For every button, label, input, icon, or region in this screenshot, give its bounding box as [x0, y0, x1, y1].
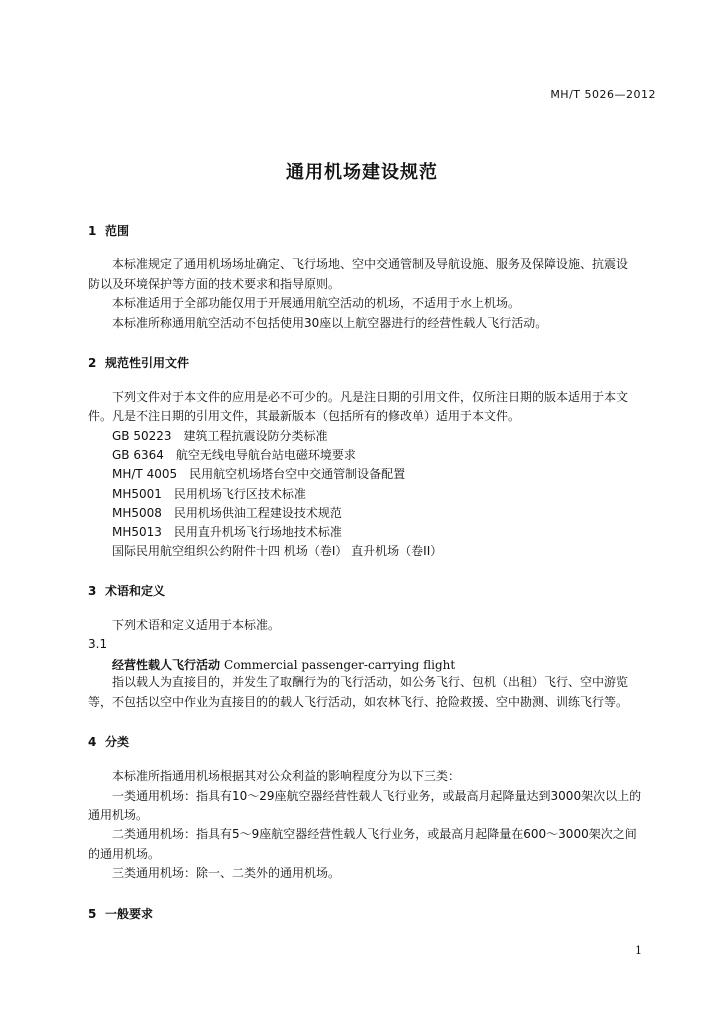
page-title: 通用机场建设规范	[286, 162, 438, 183]
section-title: 分类	[105, 735, 130, 749]
section-heading-3	[88, 582, 165, 599]
paragraph-line: 本标准所指通用机场根据其对公众利益的影响程度分为以下三类：	[112, 769, 461, 783]
section-number: 3	[88, 584, 97, 598]
section-number: 1	[88, 224, 97, 238]
paragraph-line: 通用机场。	[88, 808, 149, 822]
section-title: 术语和定义	[105, 584, 166, 598]
reference-item: MH5008 民用机场供油工程建设技术规范	[112, 506, 342, 520]
section-number: 4	[88, 735, 97, 749]
paragraph-line: 本标准所称通用航空活动不包括使用30座以上航空器进行的经营性载人飞行活动。	[112, 316, 548, 330]
section-heading-1	[88, 222, 129, 239]
paragraph-line: 下列术语和定义适用于本标准。	[112, 618, 281, 632]
term-entry	[112, 656, 455, 673]
section-heading-4	[88, 733, 129, 750]
paragraph-line: 等，不包括以空中作业为直接目的的载人飞行活动，如农林飞行、抢险救援、空中勘测、训练飞行等。	[88, 695, 629, 709]
paragraph-line: 本标准规定了通用机场场址确定、飞行场地、空中交通管制及导航设施、服务及保障设施、抗震设	[112, 257, 629, 271]
section-heading-2	[88, 354, 189, 371]
paragraph-line: 防以及环境保护等方面的技术要求和指导原则。	[88, 277, 341, 291]
reference-item: MH5001 民用机场飞行区技术标准	[112, 487, 306, 501]
paragraph-line: 的通用机场。	[88, 847, 161, 861]
reference-item: GB 6364 航空无线电导航台站电磁环境要求	[112, 448, 356, 462]
clause-number: 3.1	[88, 637, 108, 651]
section-heading-5	[88, 905, 153, 922]
reference-item: 国际民用航空组织公约附件十四 机场（卷I） 直升机场（卷II）	[112, 544, 443, 558]
section-title: 一般要求	[105, 907, 154, 921]
paragraph-line: 一类通用机场：指具有10～29座航空器经营性载人飞行业务，或最高月起降量达到3000架次以上的	[112, 789, 642, 803]
paragraph-line: 本标准适用于全部功能仅用于开展通用航空活动的机场，不适用于水上机场。	[112, 296, 521, 310]
term-chinese: 经营性载人飞行活动	[112, 658, 221, 672]
paragraph-line: 三类通用机场：除一、二类外的通用机场。	[112, 866, 341, 880]
section-number: 2	[88, 356, 97, 370]
section-title: 规范性引用文件	[105, 356, 190, 370]
paragraph-line: 指以载人为直接目的，并发生了取酬行为的飞行活动，如公务飞行、包机（出租）飞行、空中游览	[112, 675, 629, 689]
reference-item: MH/T 4005 民用航空机场塔台空中交通管制设备配置	[112, 467, 406, 481]
paragraph-line: 件。凡是不注日期的引用文件，其最新版本（包括所有的修改单）适用于本文件。	[88, 409, 521, 423]
paragraph-line: 下列文件对于本文件的应用是必不可少的。凡是注日期的引用文件，仅所注日期的版本适用于本文	[112, 390, 629, 404]
paragraph-line: 二类通用机场：指具有5～9座航空器经营性载人飞行业务，或最高月起降量在600～3000架次之间	[112, 827, 637, 841]
reference-item: MH5013 民用直升机场飞行场地技术标准	[112, 525, 342, 539]
reference-item: GB 50223 建筑工程抗震设防分类标准	[112, 429, 328, 443]
page-number: 1	[635, 944, 642, 957]
section-number: 5	[88, 907, 97, 921]
term-english: Commercial passenger-carrying flight	[224, 658, 456, 672]
section-title: 范围	[105, 224, 130, 238]
document-code: MH/T 5026—2012	[550, 88, 656, 101]
